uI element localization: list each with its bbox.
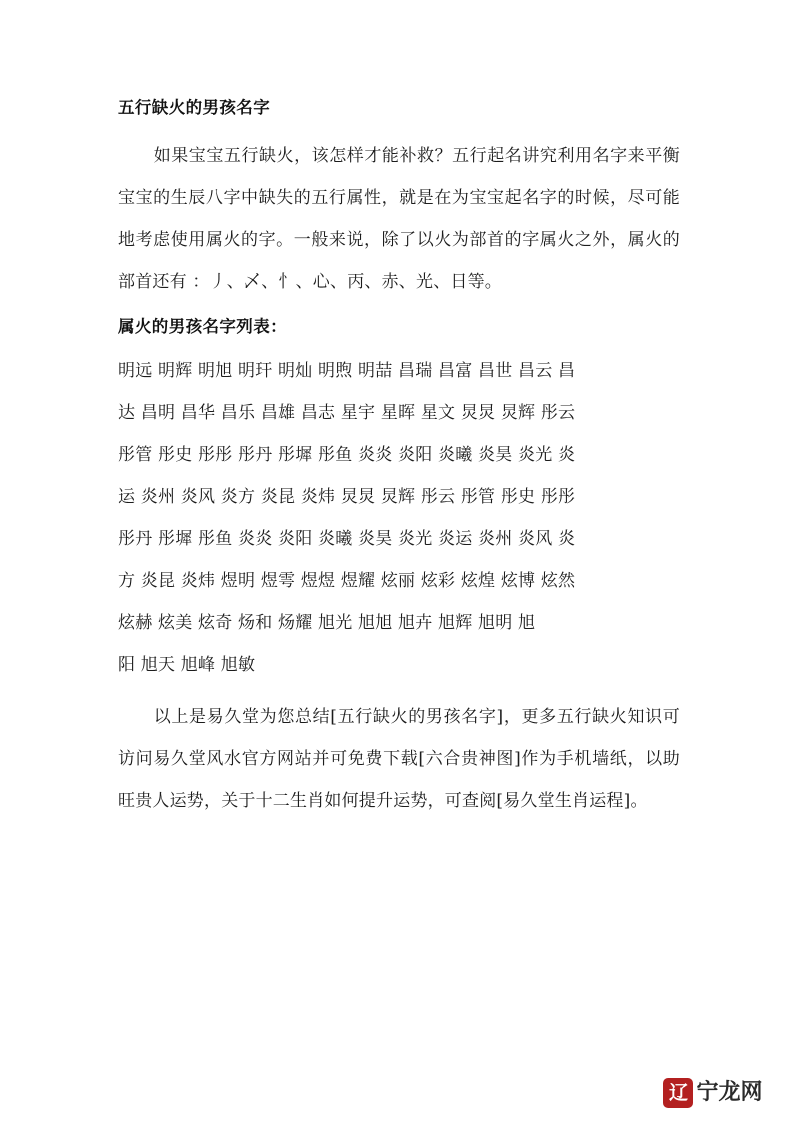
name-line: 彤管 彤史 彤彤 彤丹 彤墀 彤鱼 炎炎 炎阳 炎曦 炎昊 炎光 炎 (118, 444, 576, 465)
name-line: 彤丹 彤墀 彤鱼 炎炎 炎阳 炎曦 炎昊 炎光 炎运 炎州 炎风 炎 (118, 528, 576, 549)
name-line: 炫赫 炫美 炫奇 炀和 炀耀 旭光 旭旭 旭卉 旭辉 旭明 旭 (118, 612, 536, 633)
page-title: 五行缺火的男孩名字 (118, 98, 271, 117)
name-line: 方 炎昆 炎炜 煜明 煜雩 煜煜 煜耀 炫丽 炫彩 炫煌 炫博 炫然 (118, 570, 576, 591)
watermark-content (663, 1078, 762, 1108)
name-line: 运 炎州 炎风 炎方 炎昆 炎炜 炅炅 炅辉 彤云 彤管 彤史 彤彤 (118, 486, 576, 507)
watermark (650, 1072, 776, 1114)
name-line: 达 昌明 昌华 昌乐 昌雄 昌志 星宇 星晖 星文 炅炅 炅辉 彤云 (118, 402, 576, 423)
watermark-badge-icon: 辽 (663, 1078, 693, 1108)
watermark-label: 宁龙网 (696, 1080, 763, 1105)
closing-paragraph: 以上是易久堂为您总结[五行缺火的男孩名字]，更多五行缺火知识可访问易久堂风水官方网站并可免费下载[六合贵神图]作为手机墙纸，以助旺贵人运势，关于十二生肖如何提升运势，可查阅[易久堂生肖运程]。 (118, 706, 680, 811)
intro-paragraph: 如果宝宝五行缺火，该怎样才能补救？五行起名讲究利用名字来平衡宝宝的生辰八字中缺失的五行属性，就是在为宝宝起名字的时候，尽可能地考虑使用属火的字。一般来说，除了以火为部首的字属火之外，属火的部首还有 ：丿、乄、忄、心、丙、赤、光、日等。 (118, 145, 680, 292)
section-heading-name-list: 属火的男孩名字列表： (118, 316, 287, 336)
document-body (118, 96, 680, 822)
name-list (118, 350, 680, 686)
name-line: 阳 旭天 旭峰 旭敏 (118, 654, 256, 675)
name-line: 明远 明辉 明旭 明玕 明灿 明煦 明喆 昌瑞 昌富 昌世 昌云 昌 (118, 360, 576, 381)
